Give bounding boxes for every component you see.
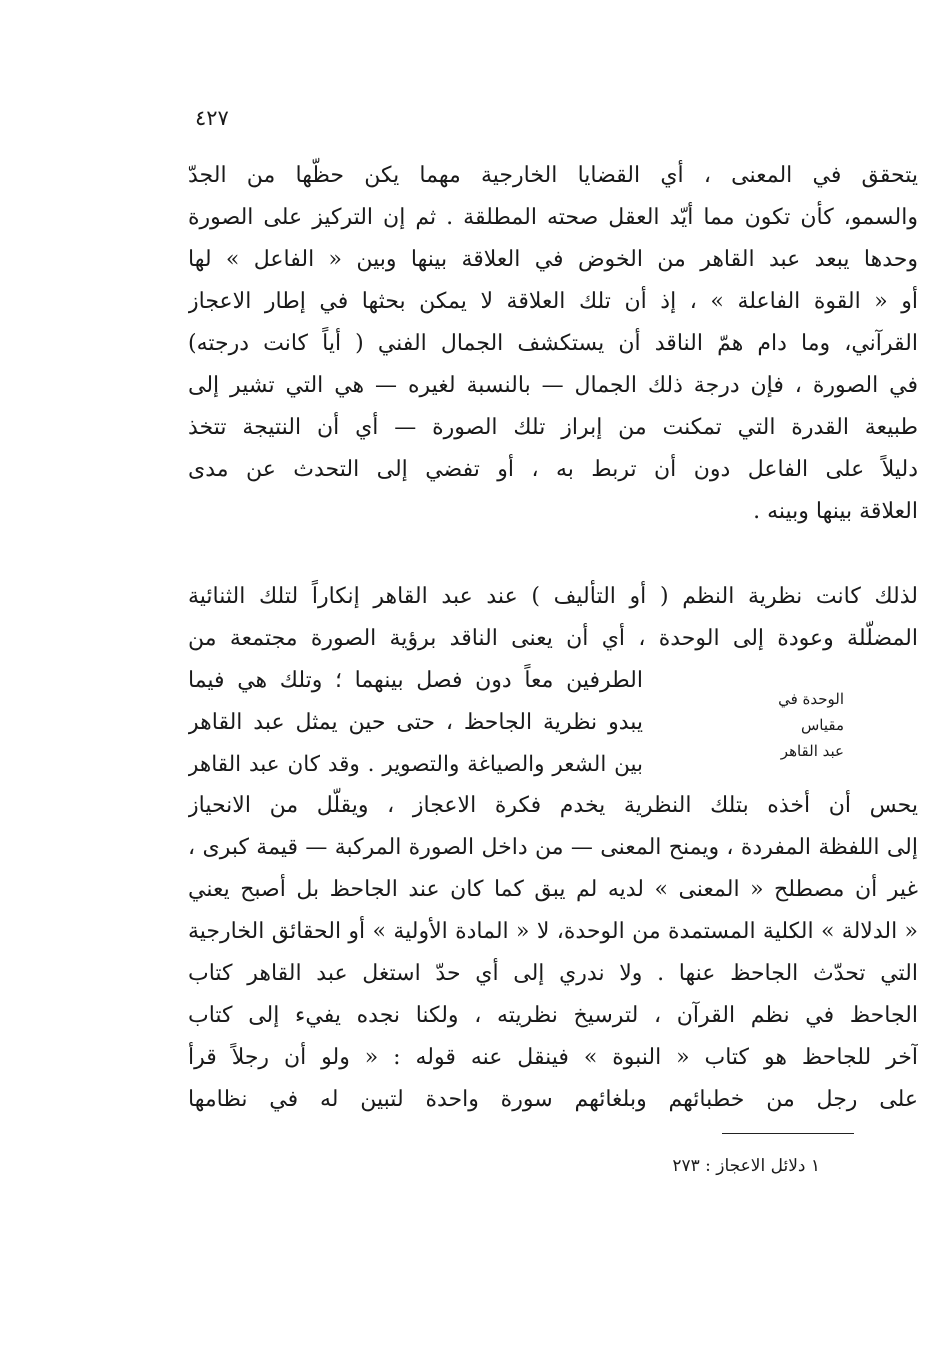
text-line: العلاقة بينها وبينه . <box>753 499 918 524</box>
text-line: الطرفين معاً دون فصل بينهما ؛ وتلك هي فيما <box>188 668 643 693</box>
text-line: آخر للجاحظ هو كتاب « النبوة » فينقل عنه قوله : « ولو أن رجلاً قرأ <box>188 1045 918 1070</box>
margin-note-line: الوحدة في مقياس <box>778 690 844 734</box>
text-line: وحدها يبعد عبد القاهر من الخوض في العلاقة بينها وبين « الفاعل » لها <box>188 247 918 272</box>
paragraph-2-rest <box>188 785 918 1121</box>
text-line: والسمو، كأن تكون مما أيّد العقل صحته المطلقة . ثم إن التركيز على الصورة <box>188 205 918 230</box>
text-line: الجاحظ في نظم القرآن ، لترسيخ نظريته ، ولكنا نجده يفيء إلى كتاب <box>188 1003 918 1028</box>
text-line: طبيعة القدرة التي تمكنت من إبراز تلك الصورة — أي أن النتيجة تتخذ <box>188 415 918 440</box>
paragraph-2-narrow <box>188 660 643 786</box>
text-line: أو « القوة الفاعلة » ، إذ أن تلك العلاقة لا يمكن بحثها في إطار الاعجاز <box>188 289 918 314</box>
text-line: التي تحدّث الجاحظ عنها . ولا ندري إلى أي حدّ استغل عبد القاهر كتاب <box>188 961 918 986</box>
text-line: دليلاً على الفاعل دون أن تربط به ، أو تفضي إلى التحدث عن مدى <box>188 457 918 482</box>
margin-note <box>744 686 844 764</box>
text-line: « الدلالة » الكلية المستمدة من الوحدة، لا « المادة الأولية » أو الحقائق الخارجية <box>188 919 918 944</box>
text-line: يتحقق في المعنى ، أي القضايا الخارجية مهما يكن حظّها من الجدّ <box>188 163 918 188</box>
text-line: إلى اللفظة المفردة ، ويمنح المعنى — من داخل الصورة المركبة — قيمة كبرى ، <box>188 835 918 860</box>
text-line: المضلّلة وعودة إلى الوحدة ، أي أن يعنى الناقد برؤية الصورة مجتمعة من <box>188 626 918 651</box>
text-line: غير أن مصطلح « المعنى » لديه لم يبق كما كان عند الجاحظ بل أصبح يعني <box>188 877 918 902</box>
text-line: يحس أن أخذه بتلك النظرية يخدم فكرة الاعجاز ، ويقلّل من الانحياز <box>188 793 918 818</box>
footnote-divider <box>722 1133 854 1134</box>
text-line: على رجل من خطبائهم وبلغائهم سورة واحدة لتبين له في نظامها <box>188 1087 918 1112</box>
footnote: ١ دلائل الاعجاز : ٢٧٣ <box>672 1156 820 1176</box>
text-line: بين الشعر والصياغة والتصوير . وقد كان عبد القاهر <box>188 752 643 777</box>
text-line: في الصورة ، فإن درجة ذلك الجمال — بالنسبة لغيره — هي التي تشير إلى <box>188 373 918 398</box>
margin-note-line: عبد القاهر <box>780 742 844 760</box>
text-line: يبدو نظرية الجاحظ ، حتى حين يمثل عبد القاهر <box>188 710 643 735</box>
paragraph-2-top <box>188 576 918 660</box>
text-line: لذلك كانت نظرية النظم ( أو التأليف ) عند عبد القاهر إنكاراً لتلك الثنائية <box>188 584 918 609</box>
paragraph-1 <box>188 155 918 533</box>
text-line: القرآني، وما دام همّ الناقد أن يستكشف الجمال الفني ( أياً كانت درجته) <box>188 331 918 356</box>
page-number: ٤٢٧ <box>195 106 229 130</box>
